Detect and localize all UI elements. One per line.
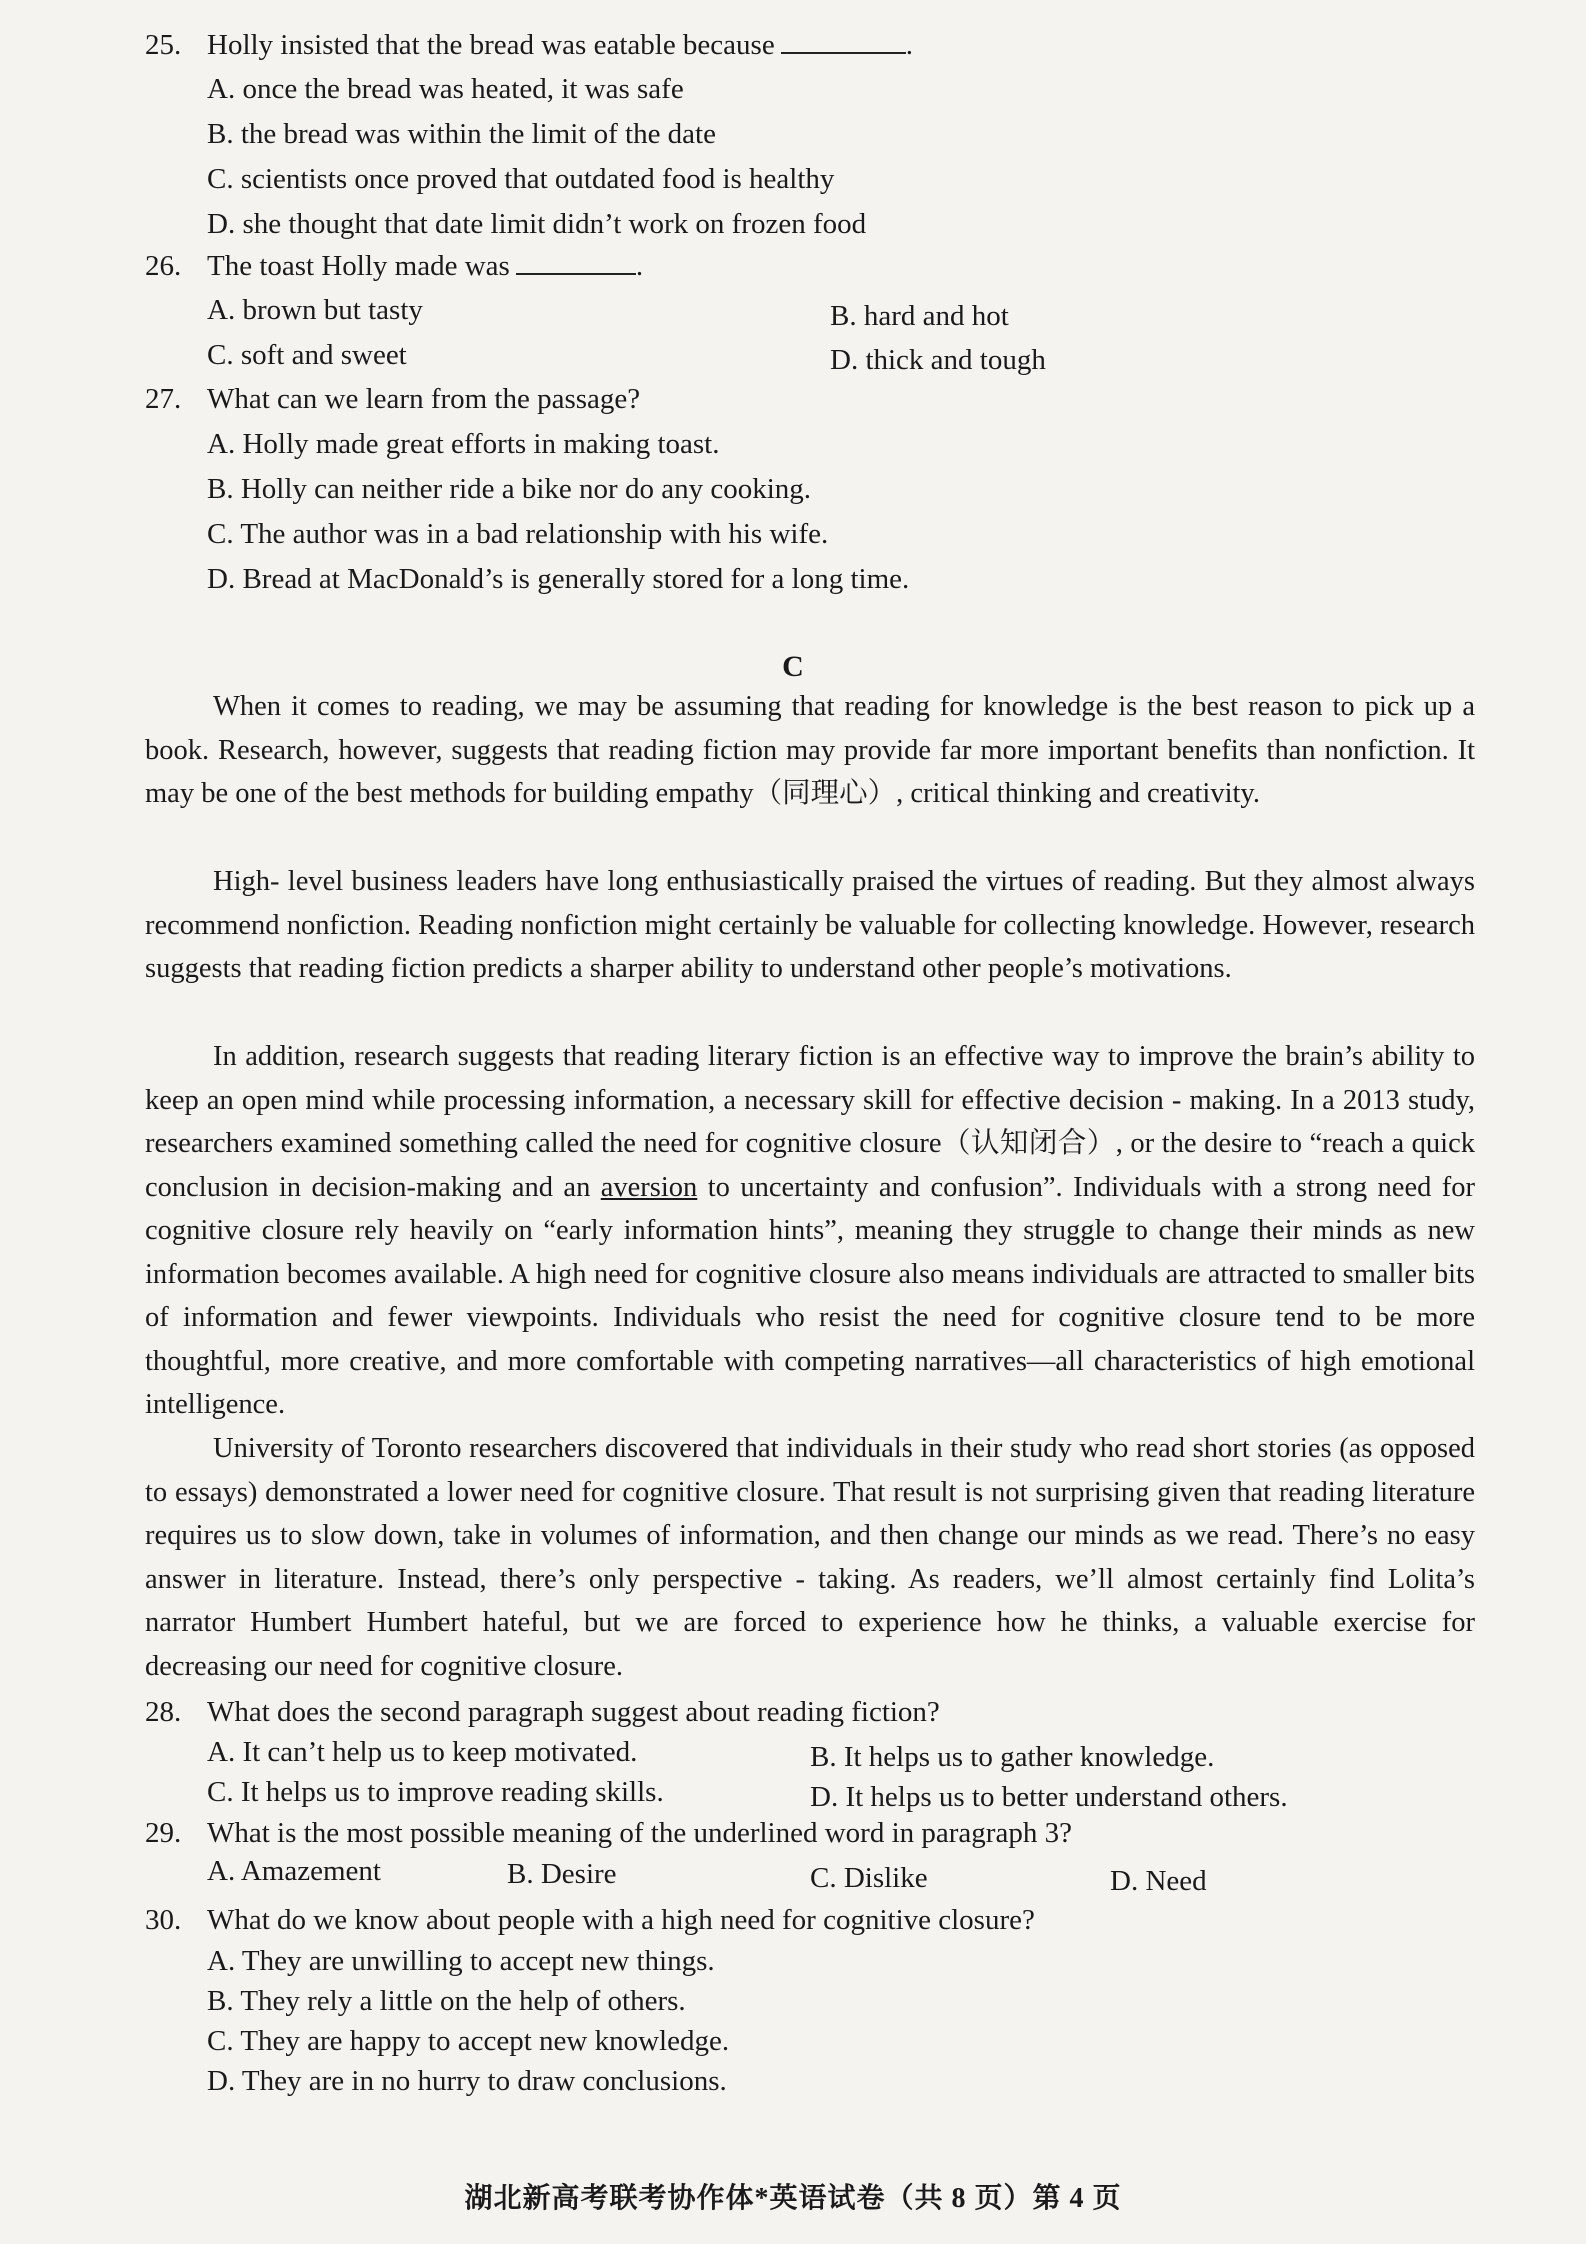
option-d: D. They are in no hurry to draw conclusions. bbox=[207, 2065, 727, 2097]
section-heading: C bbox=[782, 650, 804, 683]
option-d: D. Bread at MacDonald’s is generally stored for a long time. bbox=[207, 563, 910, 595]
option-b: B. Holly can neither ride a bike nor do any cooking. bbox=[207, 473, 812, 505]
question-stem: What is the most possible meaning of the underlined word in paragraph 3? bbox=[207, 1817, 1072, 1849]
option-d: D. It helps us to better understand others. bbox=[810, 1781, 1288, 1813]
paragraph-text: University of Toronto researchers discovered that individuals in their study who read short stories (as opposed to essays) demonstrated a lower need for cognitive closure. That result is not surprising given that reading literature requires us to slow down, take in volumes of information, and then change our minds as we read. There’s no easy answer in literature. Instead, there’s only perspective - taking. As readers, we’ll almost certainly find Lolita’s narrator Humbert Humbert hateful, but we are forced to experience how he thinks, a valuable exercise for decreasing our need for cognitive closure. bbox=[145, 1433, 1475, 1682]
underlined-word: aversion bbox=[600, 1171, 698, 1203]
question-26 bbox=[145, 247, 643, 284]
option-b: B. the bread was within the limit of the date bbox=[207, 118, 716, 150]
option-c: C. scientists once proved that outdated food is healthy bbox=[207, 163, 835, 195]
paragraph-text: When it comes to reading, we may be assuming that reading for knowledge is the best reason to pick up a book. Research, however, suggests that reading fiction may provide far more important benefits than nonfiction. It may be one of the best methods for building empathy（同理心）, critical thinking and creativity. bbox=[145, 691, 1475, 809]
paragraph-text: High- level business leaders have long enthusiastically praised the virtues of reading. But they almost always recommend nonfiction. Reading nonfiction might certainly be valuable for collecting knowledge. However, research suggests that reading fiction predicts a sharper ability to understand other people’s motivations. bbox=[145, 866, 1475, 984]
question-number: 26. bbox=[145, 250, 182, 282]
question-28 bbox=[145, 1694, 940, 1730]
question-27 bbox=[145, 381, 640, 417]
question-number: 29. bbox=[145, 1817, 182, 1849]
paragraph-text: to uncertainty and confusion”. Individuals with a strong need for cognitive closure rely heavily on “early information hints”, meaning they struggle to change their minds as new information becomes available. A high need for cognitive closure also means individuals are attracted to smaller bits of information and fewer viewpoints. Individuals who resist the need for cognitive closure tend to be more thoughtful, more creative, and more comfortable with competing narratives—all characteristics of high emotional intelligence. bbox=[145, 1171, 1476, 1420]
option-a: A. Holly made great efforts in making toast. bbox=[207, 428, 720, 460]
option-c: C. They are happy to accept new knowledge. bbox=[207, 2025, 730, 2057]
question-end: . bbox=[635, 250, 644, 282]
option-b: B. hard and hot bbox=[830, 300, 1009, 332]
option-d: D. thick and tough bbox=[830, 344, 1046, 376]
question-end: . bbox=[905, 29, 913, 61]
option-a: A. once the bread was heated, it was safe bbox=[207, 73, 684, 105]
option-c: C. It helps us to improve reading skills. bbox=[207, 1776, 664, 1808]
question-stem: What does the second paragraph suggest about reading fiction? bbox=[207, 1696, 940, 1728]
question-25 bbox=[145, 26, 913, 63]
option-c: C. Dislike bbox=[810, 1862, 928, 1894]
option-c: C. The author was in a bad relationship with his wife. bbox=[207, 518, 829, 550]
passage-paragraph-3 bbox=[145, 1035, 1475, 1427]
option-d: D. she thought that date limit didn’t work on frozen food bbox=[207, 208, 867, 240]
question-number: 28. bbox=[145, 1696, 182, 1728]
option-b: B. It helps us to gather knowledge. bbox=[810, 1741, 1215, 1773]
question-stem: Holly insisted that the bread was eatable because bbox=[207, 29, 775, 61]
question-stem: What do we know about people with a high need for cognitive closure? bbox=[207, 1904, 1035, 1936]
option-a: A. Amazement bbox=[207, 1855, 381, 1887]
answer-blank bbox=[516, 247, 636, 275]
paragraph-text: In addition, research suggests that reading literary fiction is an effective way to improve the brain’s ability to keep an open mind while processing information, a necessary skill for effective decision - making. In a 2013 study, researchers examined something called the need for cognitive closure（认知闭合）, or the desire to “reach a quick conclusion in decision-making and an bbox=[145, 1041, 1475, 1203]
option-a: A. They are unwilling to accept new things. bbox=[207, 1945, 715, 1977]
option-d: D. Need bbox=[1110, 1865, 1207, 1897]
passage-paragraph-2 bbox=[145, 860, 1475, 991]
answer-blank bbox=[781, 26, 906, 54]
question-stem: The toast Holly made was bbox=[207, 250, 510, 282]
option-b: B. Desire bbox=[507, 1858, 617, 1890]
passage-paragraph-4 bbox=[145, 1427, 1475, 1688]
question-number: 30. bbox=[145, 1904, 182, 1936]
option-a: A. It can’t help us to keep motivated. bbox=[207, 1736, 638, 1768]
question-stem: What can we learn from the passage? bbox=[207, 383, 641, 415]
question-number: 27. bbox=[145, 383, 182, 415]
page-footer: 湖北新高考联考协作体*英语试卷（共 8 页）第 4 页 bbox=[464, 2183, 1122, 2214]
passage-paragraph-1 bbox=[145, 685, 1475, 816]
option-b: B. They rely a little on the help of others. bbox=[207, 1985, 686, 2017]
question-30 bbox=[145, 1902, 1035, 1938]
question-number: 25. bbox=[145, 29, 182, 61]
question-29 bbox=[145, 1815, 1072, 1851]
option-c: C. soft and sweet bbox=[207, 339, 407, 371]
option-a: A. brown but tasty bbox=[207, 294, 423, 326]
